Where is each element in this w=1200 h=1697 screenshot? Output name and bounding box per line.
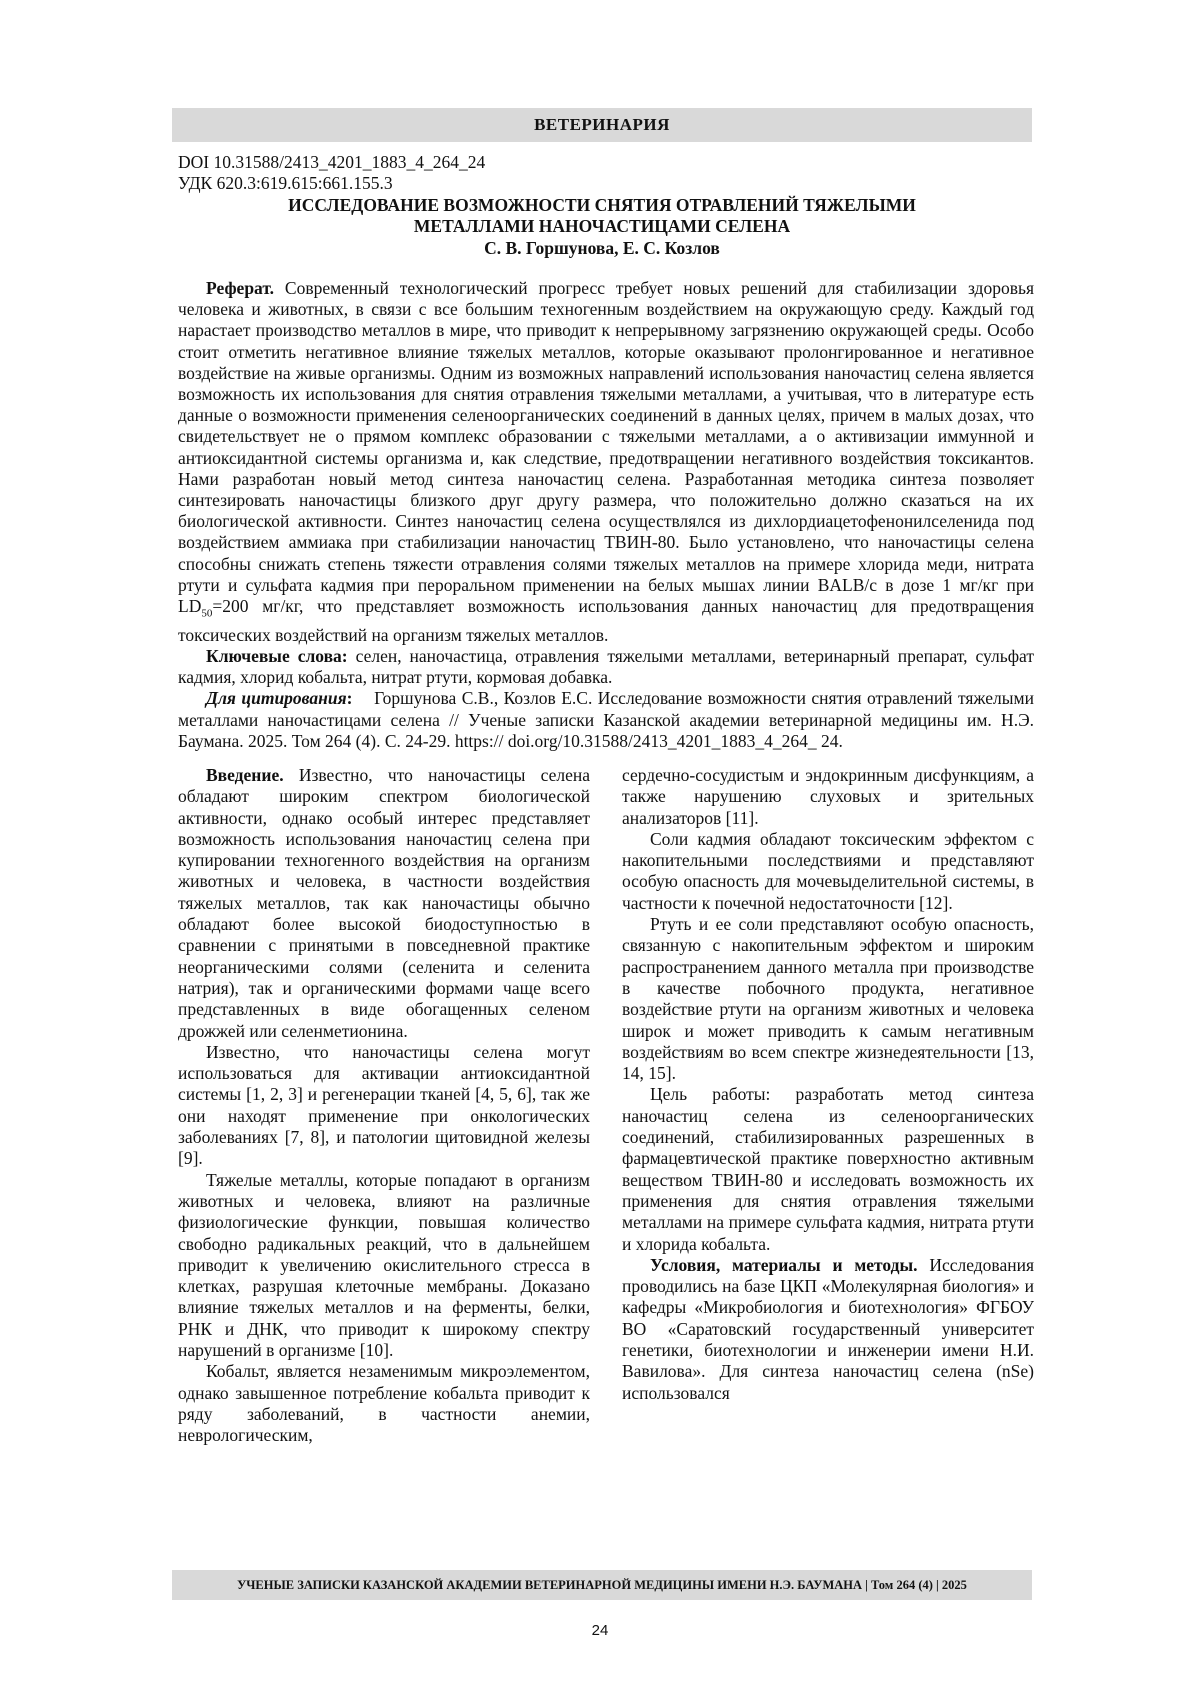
journal-footer: УЧЕНЫЕ ЗАПИСКИ КАЗАНСКОЙ АКАДЕМИИ ВЕТЕРИНАРНОЙ МЕДИЦИНЫ ИМЕНИ Н.Э. БАУМАНА | Том 264 (4) | 2025 [172, 1570, 1032, 1600]
intro-paragraph [178, 765, 590, 1042]
abstract [178, 278, 1034, 752]
udk: УДК 620.3:619.615:661.155.3 [178, 173, 393, 193]
ld-subscript: 50 [201, 607, 213, 620]
methods-paragraph [622, 1255, 1034, 1404]
citation-colon: : [346, 688, 353, 709]
right-paragraph-2: Соли кадмия обладают токсическим эффектом с накопительными последствиями и представляют особую опасность для мочевыделительной системы, в частности к почечной недостаточности [12]. [622, 828, 1034, 913]
methods-label: Условия, материалы и методы. [650, 1254, 918, 1275]
article-title [172, 195, 1032, 237]
right-paragraph-4: Цель работы: разработать метод синтеза наночастиц селена из селеноорганических соединений, стабилизированных разрешенных в фармацевтической практике поверхностно активным веществом ТВИН-80 и исследовать возможность их применения для снятия отравления тяжелыми металлами на примере сульфата кадмия, нитрата ртути и хлорида кобальта. [622, 1084, 1034, 1254]
article-page [172, 108, 1035, 1446]
intro-text: Известно, что наночастицы селена обладают широким спектром биологической активности, однако особый интерес представляет возможность использования наночастиц селена при купировании техногенного воздействия на организм животных и человека, в частности воздействия тяжелых металлов, так как наночастицы обычно обладают более высокой биодоступностью в сравнении с принятыми в повседневной практике неорганическими солями (селенита и селенита натрия), так и органическими формами чаще всего представленных в виде обогащенных селеном дрожжей или селенметионина. [178, 764, 591, 1041]
article-meta [178, 152, 1032, 194]
doi: DOI 10.31588/2413_4201_1883_4_264_24 [178, 152, 486, 172]
page-number: 24 [591, 1622, 609, 1639]
left-paragraph-4: Кобальт, является незаменимым микроэлементом, однако завышенное потребление кобальта приводит к ряду заболеваний, в частности анемии, неврологическим, [178, 1361, 590, 1446]
intro-label: Введение. [206, 764, 284, 785]
citation-paragraph [178, 688, 1034, 752]
authors: С. В. Горшунова, Е. С. Козлов [484, 238, 720, 258]
abstract-text: Современный технологический прогресс требует новых решений для стабилизации здоровья человека и животных, в связи с все большим техногенным воздействием на окружающую среду. Каждый год нарастает производство металлов в мире, что приводит к непрерывному загрязнению окружающей среды. Особо стоит отметить негативное влияние тяжелых металлов, которые оказывают пролонгированное и негативное воздействие на живые организмы. Одним из возможных направлений использования наночастиц селена является возможность их использования для снятия отравления тяжелыми металлами, а учитывая, что в литературе есть данные о возможности применения селеноорганических соединений в данных целях, причем в малых дозах, что свидетельствует не о прямом комплекс образовании с тяжелыми металлами, а о активизации иммунной и антиоксидантной системы организма и, как следствие, предотвращении негативного воздействия токсикантов. Нами разработан новый метод синтеза наночастиц селена. Разработанная методика синтеза позволяет синтезировать наночастицы близкого друг другу размера, что положительно должно сказаться на их биологической активности. Синтез наночастиц селена осуществлялся из дихлордиацетофенонилселенида под воздействием аммиака при стабилизации наночастиц ТВИН-80. Было установлено, что наночастицы селена способны снижать степень тяжести отравления солями тяжелых металлов на примере хлорида меди, нитрата ртути и сульфата кадмия при пероральном применении на белых мышах линии BALB/c в дозе 1 мг/кг при LD [178, 278, 1034, 617]
right-paragraph-1: сердечно-сосудистым и эндокринным дисфункциям, а также нарушению слуховых и зрительных анализаторов [11]. [622, 764, 1034, 828]
abstract-label: Реферат. [206, 278, 275, 298]
abstract-text-end: =200 мг/кг, что представляет возможность использования данных наночастиц для предотвращения токсических воздействий на организм тяжелых металлов. [178, 596, 1034, 645]
title-line-2: МЕТАЛЛАМИ НАНОЧАСТИЦАМИ СЕЛЕНА [413, 216, 791, 236]
right-column [622, 765, 1034, 1447]
left-paragraph-3: Тяжелые металлы, которые попадают в организм животных и человека, влияют на различные физиологические функции, повышая количество свободно радикальных реакций, что в дальнейшем приводит к увеличению окислительного стресса в клетках, разрушая клеточные мембраны. Доказано влияние тяжелых металлов и на ферменты, белки, РНК и ДНК, что приводит к широкому спектру нарушений в организме [10]. [178, 1169, 590, 1360]
citation: Горшунова С.В., Козлов Е.С. Исследование возможности снятия отравлений тяжелыми металлами наночастицами селена // Ученые записки Казанской академии ветеринарной медицины им. Н.Э. Баумана. 2025. Том 264 (4). С. 24-29. https:// doi.org/10.31588/2413_4201_1883_4_264_ 24. [178, 688, 1034, 751]
keywords: селен, наночастица, отравления тяжелыми металлами, ветеринарный препарат, сульфат кадмия, хлорид кобальта, нитрат ртути, кормовая добавка. [178, 645, 1034, 688]
right-paragraph-3: Ртуть и ее соли представляют особую опасность, связанную с накопительным эффектом и широким распространением данного металла при производстве в качестве побочного продукта, негативное воздействие ртути на организм животных и человека широк и может приводить к самым негативным воздействиям во всем спектре жизнедеятельности [13, 14, 15]. [622, 914, 1034, 1084]
keywords-paragraph [178, 646, 1034, 688]
methods-text: Исследования проводились на базе ЦКП «Молекулярная биология» и кафедры «Микробиология и биотехнология» ФГБОУ ВО «Саратовский государственный университет генетики, биотехнологии и инженерии имени Н.И. Вавилова». Для синтеза наночастиц селена (nSe) использовался [622, 1254, 1035, 1403]
citation-label: Для цитирования [206, 688, 347, 709]
left-paragraph-2: Известно, что наночастицы селена могут использоваться для активации антиоксидантной системы [1, 2, 3] и регенерации тканей [4, 5, 6], так же они находят применение при онкологических заболеваниях [7, 8], и патологии щитовидной железы [9]. [178, 1041, 590, 1169]
keywords-label: Ключевые слова: [206, 645, 348, 666]
section-header: ВЕТЕРИНАРИЯ [172, 108, 1032, 142]
title-line-1: ИССЛЕДОВАНИЕ ВОЗМОЖНОСТИ СНЯТИЯ ОТРАВЛЕНИЙ ТЯЖЕЛЫМИ [288, 195, 916, 215]
left-column [178, 765, 590, 1447]
body-columns [178, 765, 1034, 1447]
abstract-paragraph [178, 278, 1034, 646]
